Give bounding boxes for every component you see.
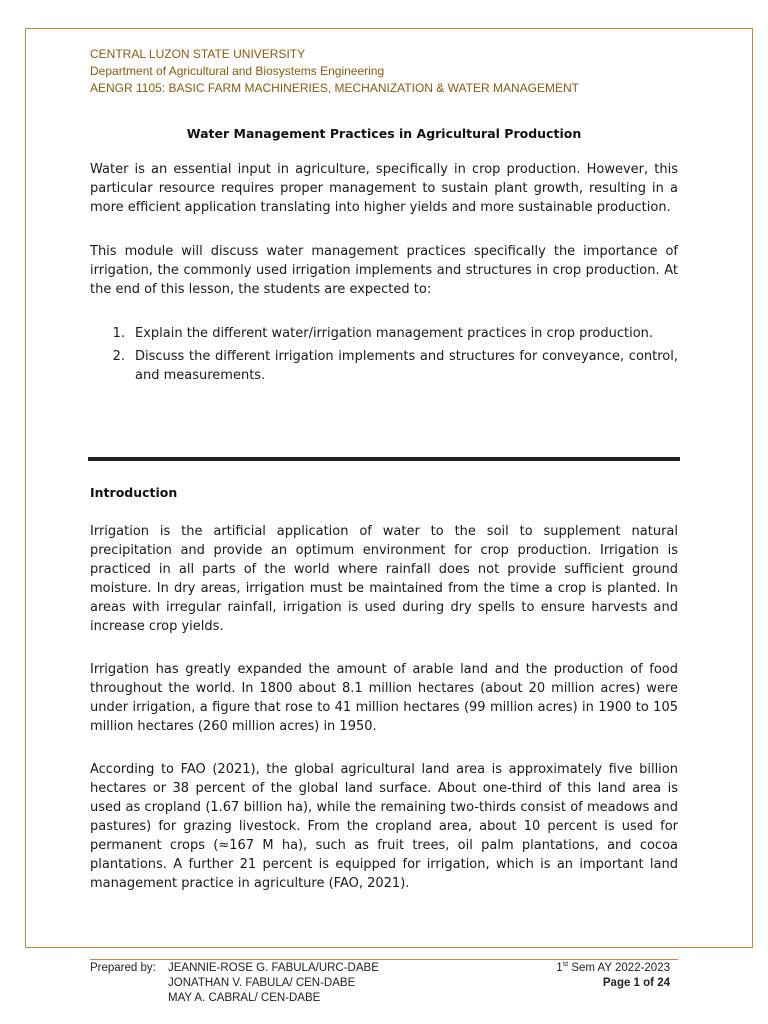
- semester-number: 1: [556, 962, 563, 974]
- course-title: AENGR 1105: BASIC FARM MACHINERIES, MECHANIZATION & WATER MANAGEMENT: [90, 81, 579, 95]
- semester-label: [556, 961, 670, 976]
- objectives-list: [90, 324, 678, 389]
- objective-text: Discuss the different irrigation implements and structures for conveyance, control, and measurements.: [135, 349, 678, 383]
- intro-paragraph: Water is an essential input in agriculture, specifically in crop production. However, this particular resource requires proper management to sustain plant growth, resulting in a more efficient application translating into higher yields and more sustainable production.: [90, 162, 678, 215]
- author-name: JONATHAN V. FABULA/ CEN-DABE: [168, 977, 356, 989]
- body-paragraph: Irrigation is the artificial application of water to the soil to supplement natural precipitation and provide an optimum environment for crop production. Irrigation is practiced in all parts of the world where rainfall does not provide sufficient ground moisture. In dry areas, irrigation must be maintained from the time a crop is planted. In areas with irregular rainfall, irrigation is used during dry spells to ensure harvests and increase crop yields.: [90, 524, 678, 634]
- footer-page-info: [556, 961, 670, 991]
- section-divider: [88, 457, 680, 461]
- body-paragraph: Irrigation has greatly expanded the amount of arable land and the production of food throughout the world. In 1800 about 8.1 million hectares (about 20 million acres) were under irrigation, a figure that rose to 41 million hectares (99 million acres) in 1900 to 105 million hectares (260 million acres) in 1950.: [90, 662, 678, 734]
- page-number: Page 1 of 24: [602, 977, 670, 989]
- objective-item: [90, 324, 678, 343]
- semester-text: Sem AY 2022-2023: [568, 962, 670, 974]
- objective-item: [90, 347, 678, 385]
- body-paragraph: According to FAO (2021), the global agricultural land area is approximately five billion hectares or 38 percent of the global land surface. About one-third of this land area is used as cropland (1.67 billion ha), while the remaining two-thirds consist of meadows and pastures) for grazing livestock. From the cropland area, about 10 percent is used for permanent crops (≈167 M ha), such as fruit trees, oil palm plantations, and cocoa plantations. A further 21 percent is equipped for irrigation, which is an important land management practice in agriculture (FAO, 2021).: [90, 762, 678, 891]
- objective-number: 1.: [112, 326, 125, 341]
- footer-prepared-by: [90, 961, 379, 1006]
- document-header: [90, 46, 579, 97]
- objective-number: 2.: [112, 349, 125, 364]
- footer-divider: [90, 959, 678, 960]
- section-heading: Introduction: [90, 485, 178, 500]
- objective-text: Explain the different water/irrigation management practices in crop production.: [135, 326, 654, 341]
- semester-suffix: st: [562, 961, 569, 969]
- intro-paragraph: This module will discuss water management practices specifically the importance of irrigation, the commonly used irrigation implements and structures in crop production. At the end of this lesson, the students are expected to:: [90, 244, 678, 297]
- author-name: MAY A. CABRAL/ CEN-DABE: [168, 992, 321, 1004]
- prepared-by-label: Prepared by:: [90, 962, 156, 974]
- module-title: Water Management Practices in Agricultural Production: [186, 126, 582, 141]
- author-name: JEANNIE-ROSE G. FABULA/URC-DABE: [168, 962, 379, 974]
- department-name: Department of Agricultural and Biosystems Engineering: [90, 64, 385, 78]
- university-name: CENTRAL LUZON STATE UNIVERSITY: [90, 47, 306, 61]
